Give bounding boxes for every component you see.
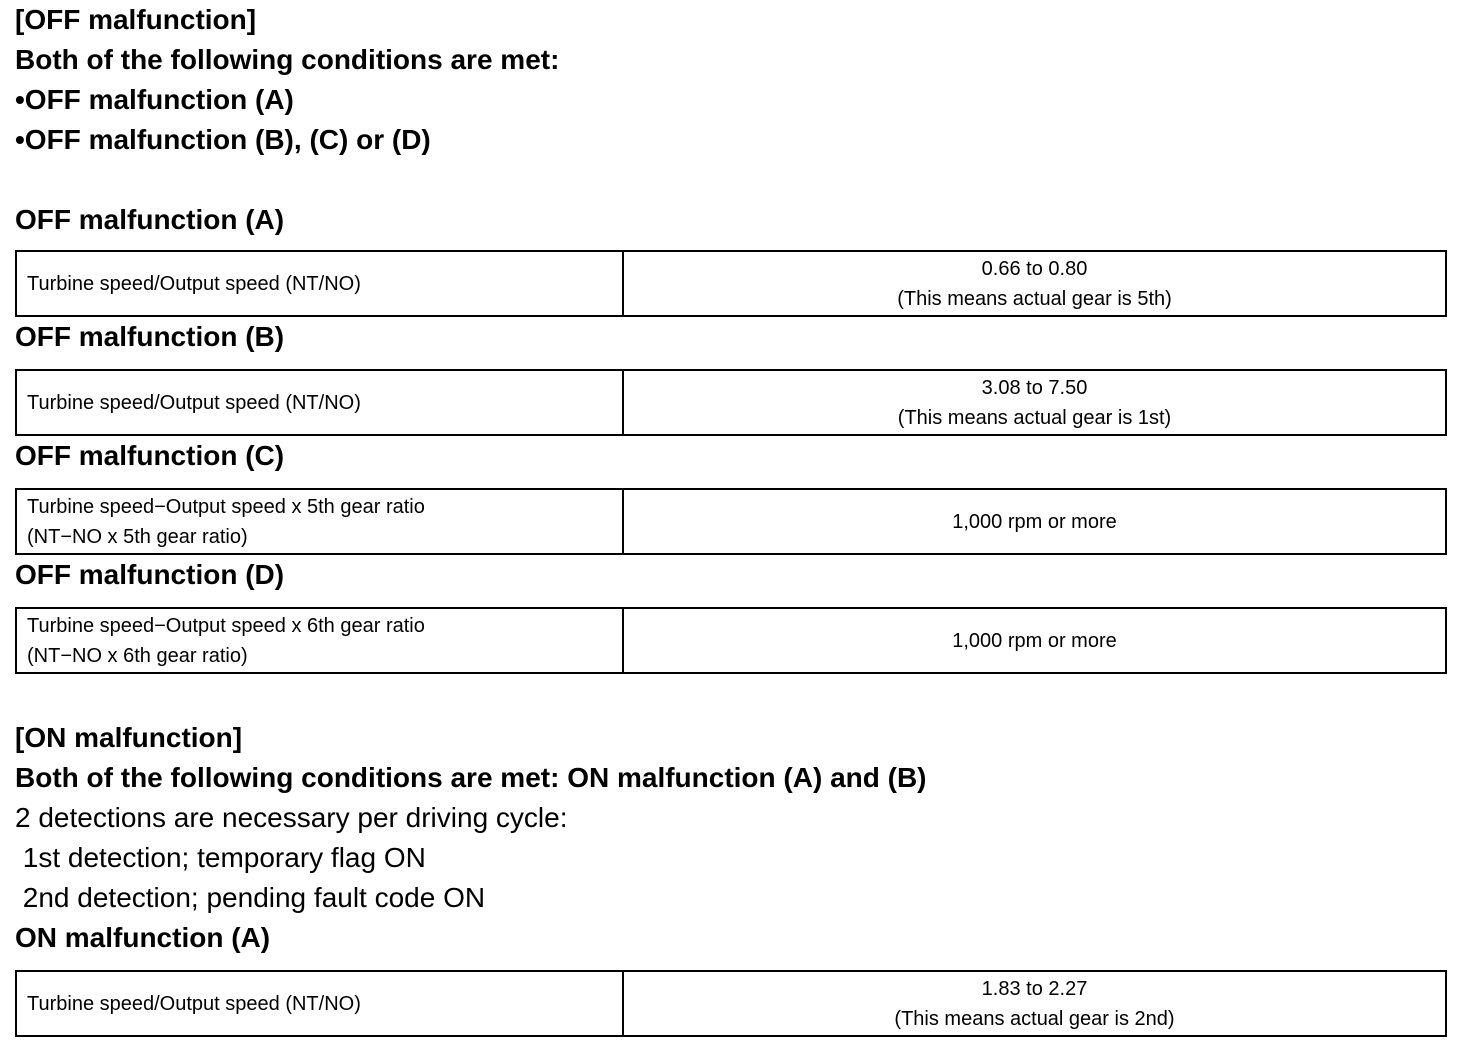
on-detection-first: 1st detection; temporary flag ON bbox=[15, 842, 426, 873]
table-row bbox=[16, 971, 1446, 1036]
on-a-table bbox=[15, 970, 1447, 1037]
table-row bbox=[16, 251, 1446, 316]
off-a-table bbox=[15, 250, 1447, 317]
off-condition-bullet-bcd: •OFF malfunction (B), (C) or (D) bbox=[15, 124, 431, 155]
condition-text: Turbine speed/Output speed (NT/NO) bbox=[27, 992, 361, 1015]
value-note: (This means actual gear is 1st) bbox=[897, 406, 1172, 429]
value-cell bbox=[623, 608, 1446, 673]
on-a-title: ON malfunction (A) bbox=[15, 922, 271, 953]
off-b-table bbox=[15, 369, 1447, 436]
condition-cell bbox=[16, 608, 623, 673]
off-d-table bbox=[15, 607, 1447, 674]
on-detection-line: 2 detections are necessary per driving cycle: bbox=[15, 802, 568, 833]
value-cell bbox=[623, 251, 1446, 316]
value-cell bbox=[623, 489, 1446, 554]
condition-text: Turbine speed/Output speed (NT/NO) bbox=[27, 272, 361, 295]
on-condition-line: Both of the following conditions are met: ON malfunction (A) and (B) bbox=[15, 762, 927, 793]
off-b-title: OFF malfunction (B) bbox=[15, 321, 285, 352]
value-cell bbox=[623, 971, 1446, 1036]
value-text: 1,000 rpm or more bbox=[952, 629, 1117, 652]
value-cell bbox=[623, 370, 1446, 435]
value-text: 1,000 rpm or more bbox=[952, 510, 1117, 533]
off-section-heading: [OFF malfunction] bbox=[15, 4, 257, 35]
value-note: (This means actual gear is 2nd) bbox=[894, 1007, 1175, 1030]
off-condition-line: Both of the following conditions are met: bbox=[15, 44, 560, 75]
table-row bbox=[16, 370, 1446, 435]
value-text: 3.08 to 7.50 bbox=[981, 376, 1088, 399]
off-c-title: OFF malfunction (C) bbox=[15, 440, 285, 471]
value-note: (This means actual gear is 5th) bbox=[897, 287, 1172, 310]
condition-cell bbox=[16, 489, 623, 554]
document-body bbox=[15, 0, 1455, 1037]
condition-cell bbox=[16, 251, 623, 316]
off-condition-bullet-a: •OFF malfunction (A) bbox=[15, 84, 294, 115]
condition-text: Turbine speed/Output speed (NT/NO) bbox=[27, 391, 361, 414]
condition-cell bbox=[16, 971, 623, 1036]
table-row bbox=[16, 489, 1446, 554]
off-d-title: OFF malfunction (D) bbox=[15, 559, 285, 590]
condition-formula: (NT−NO x 5th gear ratio) bbox=[27, 525, 248, 548]
condition-cell bbox=[16, 370, 623, 435]
off-a-title: OFF malfunction (A) bbox=[15, 204, 285, 235]
condition-text: Turbine speed−Output speed x 6th gear ratio bbox=[27, 614, 425, 637]
on-detection-second: 2nd detection; pending fault code ON bbox=[15, 882, 486, 913]
off-c-table bbox=[15, 488, 1447, 555]
value-text: 1.83 to 2.27 bbox=[981, 977, 1088, 1000]
on-section-heading: [ON malfunction] bbox=[15, 722, 243, 753]
value-text: 0.66 to 0.80 bbox=[981, 257, 1088, 280]
condition-formula: (NT−NO x 6th gear ratio) bbox=[27, 644, 248, 667]
condition-text: Turbine speed−Output speed x 5th gear ratio bbox=[27, 495, 425, 518]
table-row bbox=[16, 608, 1446, 673]
